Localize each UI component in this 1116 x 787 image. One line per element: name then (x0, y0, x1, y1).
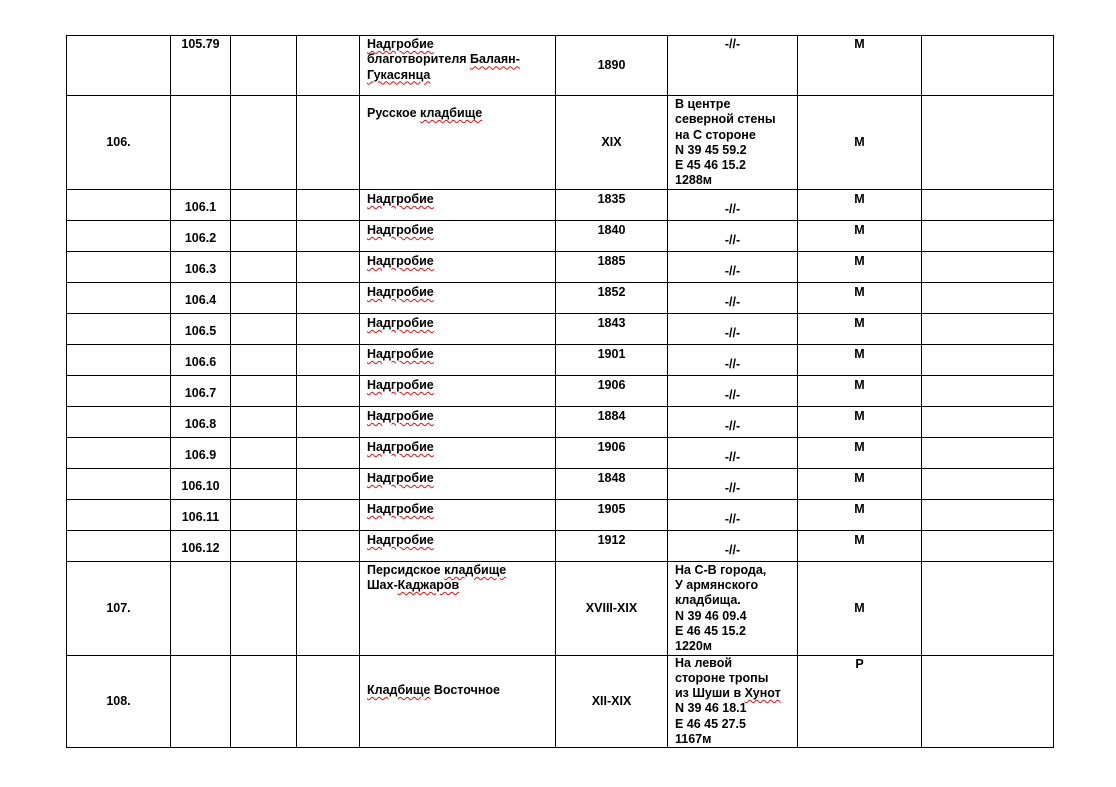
table-row (67, 313, 1054, 344)
cell-empty (231, 282, 297, 313)
table-row (67, 437, 1054, 468)
cell-subnumber: 105.79 (171, 36, 231, 96)
table-row (67, 36, 1054, 96)
cell-empty (922, 561, 1054, 655)
cell-empty (297, 220, 360, 251)
cell-subnumber: 106.8 (171, 406, 231, 437)
cell-category: М (798, 437, 922, 468)
cell-empty (922, 530, 1054, 561)
cell-number (67, 530, 171, 561)
cell-date: XIX (556, 96, 668, 190)
cell-empty (231, 344, 297, 375)
cell-category: М (798, 530, 922, 561)
cell-location: -//- (668, 189, 798, 220)
cell-empty (231, 189, 297, 220)
cell-location: -//- (668, 437, 798, 468)
cell-location: -//- (668, 499, 798, 530)
cell-location: -//- (668, 344, 798, 375)
table-row (67, 655, 1054, 748)
cell-location: -//- (668, 282, 798, 313)
cell-number (67, 189, 171, 220)
cell-date: 1905 (556, 499, 668, 530)
cell-empty (231, 530, 297, 561)
table-row (67, 344, 1054, 375)
cell-subnumber: 106.10 (171, 468, 231, 499)
cell-subnumber: 106.11 (171, 499, 231, 530)
cell-date: 1835 (556, 189, 668, 220)
cell-number (67, 406, 171, 437)
cell-subnumber: 106.5 (171, 313, 231, 344)
cell-date: 1848 (556, 468, 668, 499)
cell-location: На С-В города, У армянского кладбища. N 39 46 09.4 E 46 45 15.2 1220м (668, 561, 798, 655)
cell-empty (297, 313, 360, 344)
cell-empty (297, 282, 360, 313)
cell-location: -//- (668, 36, 798, 96)
cell-number (67, 375, 171, 406)
cell-date: 1901 (556, 344, 668, 375)
cell-number (67, 282, 171, 313)
cell-date: 1852 (556, 282, 668, 313)
cell-empty (297, 96, 360, 190)
cell-location: В центре северной стены на С стороне N 39 45 59.2 E 45 46 15.2 1288м (668, 96, 798, 190)
cell-subnumber: 106.9 (171, 437, 231, 468)
cell-date: 1885 (556, 251, 668, 282)
cell-empty (297, 375, 360, 406)
cell-number (67, 313, 171, 344)
cell-category: М (798, 313, 922, 344)
table-row (67, 189, 1054, 220)
table-row (67, 530, 1054, 561)
cell-empty (922, 220, 1054, 251)
cell-date: 1906 (556, 375, 668, 406)
cell-date: 1843 (556, 313, 668, 344)
cell-empty (231, 375, 297, 406)
cell-category: М (798, 561, 922, 655)
cell-empty (231, 36, 297, 96)
cell-name: Надгробие (360, 313, 556, 344)
cell-name: Надгробие благотворителя Балаян-Гукасянца (360, 36, 556, 96)
cell-location: -//- (668, 375, 798, 406)
cell-date: XII-XIX (556, 655, 668, 748)
cell-empty (922, 375, 1054, 406)
cell-empty (297, 561, 360, 655)
cell-empty (297, 406, 360, 437)
cell-name: Надгробие (360, 251, 556, 282)
cell-subnumber: 106.3 (171, 251, 231, 282)
cell-empty (231, 220, 297, 251)
cell-date: 1840 (556, 220, 668, 251)
cell-number (67, 251, 171, 282)
cell-subnumber: 106.6 (171, 344, 231, 375)
cell-category: М (798, 251, 922, 282)
cell-empty (231, 251, 297, 282)
cell-empty (922, 313, 1054, 344)
cell-empty (231, 561, 297, 655)
cell-name: Надгробие (360, 530, 556, 561)
cell-empty (231, 406, 297, 437)
table-row (67, 375, 1054, 406)
cell-empty (231, 96, 297, 190)
cell-number (67, 499, 171, 530)
cell-category: М (798, 375, 922, 406)
cell-location: -//- (668, 220, 798, 251)
cell-location: -//- (668, 313, 798, 344)
cell-empty (922, 36, 1054, 96)
cell-empty (922, 344, 1054, 375)
cell-date: XVIII-XIX (556, 561, 668, 655)
cell-empty (297, 530, 360, 561)
cell-name: Надгробие (360, 189, 556, 220)
cell-subnumber: 106.2 (171, 220, 231, 251)
cell-category: М (798, 282, 922, 313)
cell-subnumber: 106.1 (171, 189, 231, 220)
cell-empty (231, 437, 297, 468)
cell-empty (297, 437, 360, 468)
cell-name: Надгробие (360, 344, 556, 375)
cell-empty (922, 96, 1054, 190)
table-row (67, 561, 1054, 655)
cell-name: Надгробие (360, 220, 556, 251)
table-row (67, 406, 1054, 437)
cell-subnumber (171, 561, 231, 655)
cell-empty (297, 468, 360, 499)
cell-empty (231, 468, 297, 499)
cell-category: М (798, 36, 922, 96)
cell-category: М (798, 468, 922, 499)
cell-empty (231, 499, 297, 530)
table-row (67, 220, 1054, 251)
cell-empty (922, 406, 1054, 437)
cell-date: 1906 (556, 437, 668, 468)
cell-location: -//- (668, 406, 798, 437)
cell-name: Персидское кладбище Шах-Каджаров (360, 561, 556, 655)
cell-name: Надгробие (360, 499, 556, 530)
cell-empty (922, 251, 1054, 282)
cell-subnumber (171, 655, 231, 748)
cell-category: М (798, 406, 922, 437)
cell-number (67, 437, 171, 468)
cell-empty (922, 468, 1054, 499)
cell-location: На левой стороне тропы из Шуши в Хунот N 39 46 18.1 E 46 45 27.5 1167м (668, 655, 798, 748)
cell-category: М (798, 96, 922, 190)
cell-location: -//- (668, 251, 798, 282)
cell-number (67, 36, 171, 96)
table-row (67, 499, 1054, 530)
cell-name: Кладбище Восточное (360, 655, 556, 748)
cell-subnumber: 106.12 (171, 530, 231, 561)
cell-subnumber: 106.7 (171, 375, 231, 406)
monuments-table (66, 35, 1054, 748)
cell-empty (297, 189, 360, 220)
cell-category: М (798, 499, 922, 530)
cell-subnumber: 106.4 (171, 282, 231, 313)
cell-name: Надгробие (360, 375, 556, 406)
cell-number (67, 468, 171, 499)
cell-category: М (798, 220, 922, 251)
cell-name: Надгробие (360, 437, 556, 468)
cell-empty (297, 344, 360, 375)
cell-name: Надгробие (360, 282, 556, 313)
cell-empty (922, 189, 1054, 220)
table-row (67, 468, 1054, 499)
cell-empty (922, 437, 1054, 468)
cell-empty (297, 251, 360, 282)
cell-empty (297, 36, 360, 96)
cell-name: Надгробие (360, 468, 556, 499)
cell-name: Надгробие (360, 406, 556, 437)
cell-category: М (798, 344, 922, 375)
cell-number (67, 220, 171, 251)
cell-number: 108. (67, 655, 171, 748)
cell-empty (297, 655, 360, 748)
cell-location: -//- (668, 468, 798, 499)
cell-location: -//- (668, 530, 798, 561)
cell-empty (231, 655, 297, 748)
table-row (67, 251, 1054, 282)
table-row (67, 282, 1054, 313)
cell-empty (922, 499, 1054, 530)
cell-date: 1890 (556, 36, 668, 96)
cell-empty (297, 499, 360, 530)
cell-date: 1884 (556, 406, 668, 437)
cell-category: Р (798, 655, 922, 748)
cell-empty (231, 313, 297, 344)
cell-subnumber (171, 96, 231, 190)
table-row (67, 96, 1054, 190)
cell-date: 1912 (556, 530, 668, 561)
cell-category: М (798, 189, 922, 220)
cell-number: 106. (67, 96, 171, 190)
cell-number (67, 344, 171, 375)
cell-empty (922, 655, 1054, 748)
cell-empty (922, 282, 1054, 313)
cell-number: 107. (67, 561, 171, 655)
cell-name: Русское кладбище (360, 96, 556, 190)
